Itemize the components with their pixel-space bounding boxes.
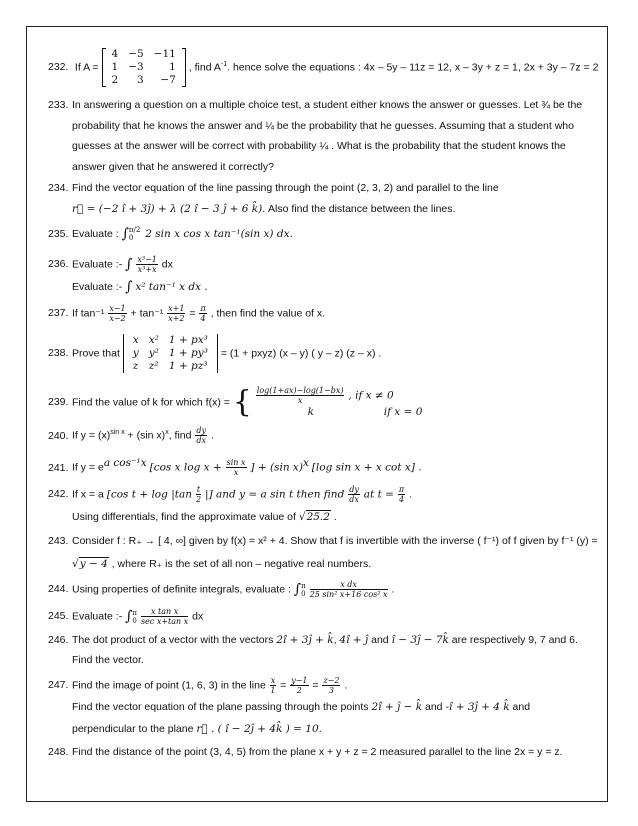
numerator: x dx — [310, 580, 388, 590]
det-cell: z — [132, 360, 139, 372]
question-text: perpendicular to the plane — [72, 723, 194, 735]
question-238 — [48, 334, 604, 373]
question-text: Using properties of definite integrals, evaluate : — [72, 583, 291, 596]
question-text: dx — [192, 610, 204, 623]
numerator: π — [200, 304, 206, 313]
integral-limits — [129, 226, 140, 242]
question-number: 236. — [48, 258, 69, 271]
matrix-cell: −3 — [128, 61, 144, 73]
numerator: x−1 — [109, 304, 126, 313]
matrix-cell: 1 — [169, 61, 176, 73]
question-text: Evaluate : — [72, 227, 119, 240]
condition: , if x ≠ 0 — [348, 389, 394, 402]
denominator: dx — [196, 436, 207, 446]
fraction — [136, 255, 158, 274]
question-text: + (sin x) — [124, 429, 166, 442]
det-cell: x — [132, 334, 139, 346]
question-text: and — [371, 634, 389, 646]
question-text: Evaluate :- — [72, 281, 123, 293]
question-247: 247. Find the image of point (1, 6, 3) in the line $\frac{x}{1}$ = $\frac{y-1}{2}$ = $\frac{z-2}{3}$ . — [48, 676, 348, 695]
denominator: dx — [349, 495, 359, 504]
question-234 — [48, 181, 604, 195]
question-text: , find A — [188, 61, 221, 74]
vector-expression: 2î + 3ĵ + k̂ — [276, 634, 334, 646]
det-cell: y² — [148, 347, 159, 359]
question-number: 234. — [48, 182, 69, 194]
superscript: -1 — [220, 60, 228, 68]
question-text: are respectively 9, 7 and 6. — [451, 634, 578, 646]
question-text: Find the vector equation of the plane passing through the points — [72, 701, 369, 713]
question-text: and — [425, 701, 443, 713]
fraction — [348, 485, 360, 504]
denominator: 4 — [200, 314, 206, 323]
math-expression: 2 sin x cos x tan⁻¹(sin x) dx. — [145, 227, 293, 240]
case-value: k — [307, 406, 314, 418]
question-number: 237. — [48, 307, 69, 320]
question-233-line-3: guesses at the answer will be correct with probability ¼ . What is the probability that the student knows the — [72, 140, 566, 152]
denominator: 25 sin² x+16 cos² x — [309, 590, 388, 599]
question-text: = — [189, 307, 196, 320]
question-number: 243. — [48, 535, 69, 547]
numerator: x+1 — [168, 304, 185, 313]
det-cell: x² — [148, 334, 159, 346]
question-242-line-2 — [72, 510, 604, 524]
question-number: 235. — [48, 227, 69, 240]
question-236 — [48, 255, 604, 274]
question-text: Find the vector equation of the line passing through the point (2, 3, 2) and parallel to the line — [72, 182, 499, 194]
question-text: Using differentials, find the approximate value of — [72, 511, 296, 523]
question-text: . — [210, 429, 214, 442]
denominator: x−2 — [109, 314, 126, 323]
math-expression: [log sin x + x cot x] . — [311, 461, 422, 474]
vector-expression: 2î + ĵ − k̂ — [371, 701, 423, 713]
fraction — [270, 676, 277, 695]
fraction — [290, 676, 308, 695]
question-number: 239. — [48, 396, 69, 409]
question-text: If y = (x) — [72, 429, 111, 442]
fraction — [141, 607, 188, 626]
denominator: x — [233, 468, 239, 478]
question-text: = (1 + pxyz) (x – y) ( y – z) (z – x) . — [220, 347, 382, 360]
upper-limit: π/2 — [128, 226, 141, 234]
fraction — [199, 304, 206, 323]
question-text: , — [333, 634, 337, 646]
question-235 — [48, 226, 604, 242]
sqrt-symbol: √ — [72, 558, 79, 570]
numerator: t — [196, 485, 201, 494]
question-text: + tan⁻¹ — [130, 307, 164, 320]
left-brace: { — [232, 384, 252, 420]
condition: if x = 0 — [383, 406, 423, 418]
question-232 — [48, 48, 604, 87]
question-text: Evaluate :- — [72, 258, 123, 271]
numerator: x tan x — [141, 607, 188, 617]
question-244 — [48, 580, 604, 599]
matrix-a — [102, 48, 186, 87]
question-234-line-2 — [72, 202, 604, 216]
numerator: dy — [349, 485, 359, 494]
det-cell: 1 + py³ — [168, 347, 208, 359]
question-245 — [48, 607, 604, 626]
question-number: 246. — [48, 634, 69, 646]
question-number: 248. — [48, 746, 69, 758]
numerator: π — [398, 485, 405, 494]
question-233-line-4: answer given that he answered it correctly? — [72, 161, 274, 173]
matrix-cell: 4 — [111, 48, 119, 60]
question-241 — [48, 456, 604, 477]
superscript: x — [302, 457, 309, 469]
question-text: , find — [168, 429, 192, 442]
vector-expression: 4î + ĵ — [339, 634, 369, 646]
integral-sign: ∫ — [125, 256, 133, 273]
question-236-line-2 — [72, 280, 604, 294]
question-243 — [48, 534, 604, 548]
question-number: 245. — [48, 610, 69, 623]
fraction — [322, 676, 340, 695]
question-246-line-2: Find the vector. — [72, 654, 144, 666]
denominator: x³+x — [137, 265, 157, 274]
sqrt-radicand: y − 4 — [79, 558, 108, 570]
question-text: The dot product of a vector with the vectors — [72, 634, 274, 646]
numerator: log(1+ax)−log(1−bx) — [256, 386, 344, 395]
math-expression: r⃗ = (−2 î + 3ĵ) + λ (2 î − 3 ĵ + 6 k̂) — [72, 203, 263, 215]
denominator: 4 — [398, 495, 405, 504]
fraction — [398, 485, 405, 504]
question-248 — [48, 745, 604, 759]
case-2 — [255, 405, 423, 419]
lower-limit: 0 — [128, 234, 134, 242]
denominator: sec x+tan x — [140, 617, 189, 626]
piecewise-cases — [255, 386, 423, 419]
question-number: 233. — [48, 99, 69, 111]
fraction — [310, 580, 388, 599]
numerator: z−2 — [323, 676, 340, 685]
lower-limit: 0 — [301, 589, 306, 598]
matrix-cell: −7 — [160, 74, 176, 86]
question-text: If x = a — [72, 488, 104, 501]
numerator: x — [270, 676, 276, 685]
determinant — [123, 334, 218, 373]
denominator: 2 — [296, 686, 302, 695]
fraction — [256, 386, 345, 405]
math-expression: [cos t + log |tan — [106, 488, 192, 501]
question-text: Find the value of k for which f(x) = — [72, 396, 230, 409]
numerator: sin x — [226, 458, 246, 468]
numerator: y−1 — [291, 676, 308, 685]
superscript: x — [165, 429, 169, 436]
question-text: Find the image of point (1, 6, 3) in the line — [72, 679, 266, 692]
question-text: If y = e — [72, 461, 104, 474]
math-expression: |] and y = a sin t then find — [205, 488, 345, 501]
question-237 — [48, 304, 604, 323]
question-number: 241. — [48, 461, 69, 474]
math-expression: r⃗ . ( î − 2ĵ + 4k̂ ) = 10. — [196, 723, 323, 735]
sqrt-symbol: √ — [298, 511, 306, 523]
math-expression: ] + (sin x) — [250, 461, 303, 474]
question-text: Prove that — [72, 347, 120, 360]
question-text: . Also find the distance between the lines. — [262, 203, 456, 215]
integral-limits — [301, 582, 306, 598]
denominator: 2 — [195, 495, 202, 504]
question-240 — [48, 426, 604, 445]
question-233 — [48, 98, 604, 112]
det-cell: z² — [148, 360, 159, 372]
question-247-line-3 — [72, 722, 604, 736]
numerator: dy — [196, 426, 207, 436]
denominator: x — [297, 396, 303, 405]
question-text: If A = — [74, 61, 99, 74]
denominator: x+2 — [168, 314, 185, 323]
upper-limit: π — [132, 608, 138, 617]
question-number: 240. — [48, 429, 69, 442]
sqrt-radicand: 25.2 — [306, 511, 330, 523]
matrix-cell: 3 — [136, 74, 144, 86]
det-cell: 1 + px³ — [168, 334, 208, 346]
question-text: . — [333, 511, 337, 523]
vector-expression: -î + 3ĵ + 4 k̂ — [445, 701, 510, 713]
question-text: . — [409, 488, 412, 501]
matrix-cell: 2 — [111, 74, 119, 86]
question-243-line-2 — [72, 557, 604, 571]
question-number: 238. — [48, 347, 69, 360]
integral-sign: ∫ — [293, 581, 302, 598]
question-text: Consider f : R₊ → [ 4, ∞] given by f(x) = x² + 4. Show that f is invertible with the inverse ( f⁻¹) of f given by f⁻¹ (y) = — [72, 535, 598, 547]
det-cell: 1 + pz³ — [168, 360, 208, 372]
fraction — [108, 304, 126, 323]
matrix-cell: −11 — [153, 48, 176, 60]
matrix-cell: 1 — [111, 61, 119, 73]
integral-sign: ∫ — [125, 279, 133, 296]
upper-limit: π — [301, 581, 306, 590]
math-expression: [cos x log x + — [149, 461, 222, 474]
question-text: , then find the value of x. — [210, 307, 326, 320]
vector-expression: î − 3ĵ − 7k̂ — [391, 634, 449, 646]
question-text: dx — [161, 258, 173, 271]
denominator: 3 — [328, 686, 335, 695]
question-text: Find the distance of the point (3, 4, 5) from the plane x + y + z = 2 measured parallel to the line 2x = y = z. — [72, 746, 563, 758]
question-number: 232. — [48, 61, 69, 74]
math-expression: at t = — [363, 488, 394, 501]
question-246 — [48, 633, 604, 647]
integral-sign: ∫ — [125, 608, 133, 625]
question-text: . hence solve the equations : 4x – 5y – 11z = 12, x – 3y + z = 1, 2x + 3y – 7z = 2 — [227, 61, 599, 74]
question-247-line-2 — [72, 700, 604, 714]
case-1 — [255, 386, 423, 405]
question-239 — [48, 386, 604, 419]
integral-sign: ∫ — [121, 226, 129, 242]
question-number: 244. — [48, 583, 69, 596]
question-text: In answering a question on a multiple choice test, a student either knows the answer or guesses. Let ¾ be the — [72, 99, 583, 111]
question-233-line-2: probability that he knows the answer and ¼ be the probability that he guesses. Assuming that a student who — [72, 120, 574, 132]
lower-limit: 0 — [132, 616, 137, 625]
fraction — [167, 304, 185, 323]
denominator: 1 — [270, 686, 276, 695]
question-text: If tan⁻¹ — [72, 307, 105, 320]
question-text: . — [391, 583, 395, 596]
fraction — [195, 426, 207, 445]
fraction — [226, 458, 247, 477]
fraction — [196, 485, 201, 504]
det-cell: y — [132, 347, 139, 359]
question-242 — [48, 485, 604, 504]
integral-limits — [132, 609, 137, 625]
question-text: and — [512, 701, 531, 713]
math-expression: x² tan⁻¹ x dx . — [135, 281, 208, 293]
question-text: Evaluate :- — [72, 610, 123, 623]
question-number: 247. — [48, 679, 69, 692]
superscript: sin x — [110, 429, 125, 436]
question-text: , where R₊ is the set of all non – negative real numbers. — [111, 558, 372, 570]
matrix-cell: −5 — [128, 48, 144, 60]
superscript: a cos⁻¹x — [103, 457, 147, 469]
question-text: . — [344, 679, 348, 692]
question-number: 242. — [48, 488, 69, 501]
numerator: x³−1 — [137, 255, 157, 264]
